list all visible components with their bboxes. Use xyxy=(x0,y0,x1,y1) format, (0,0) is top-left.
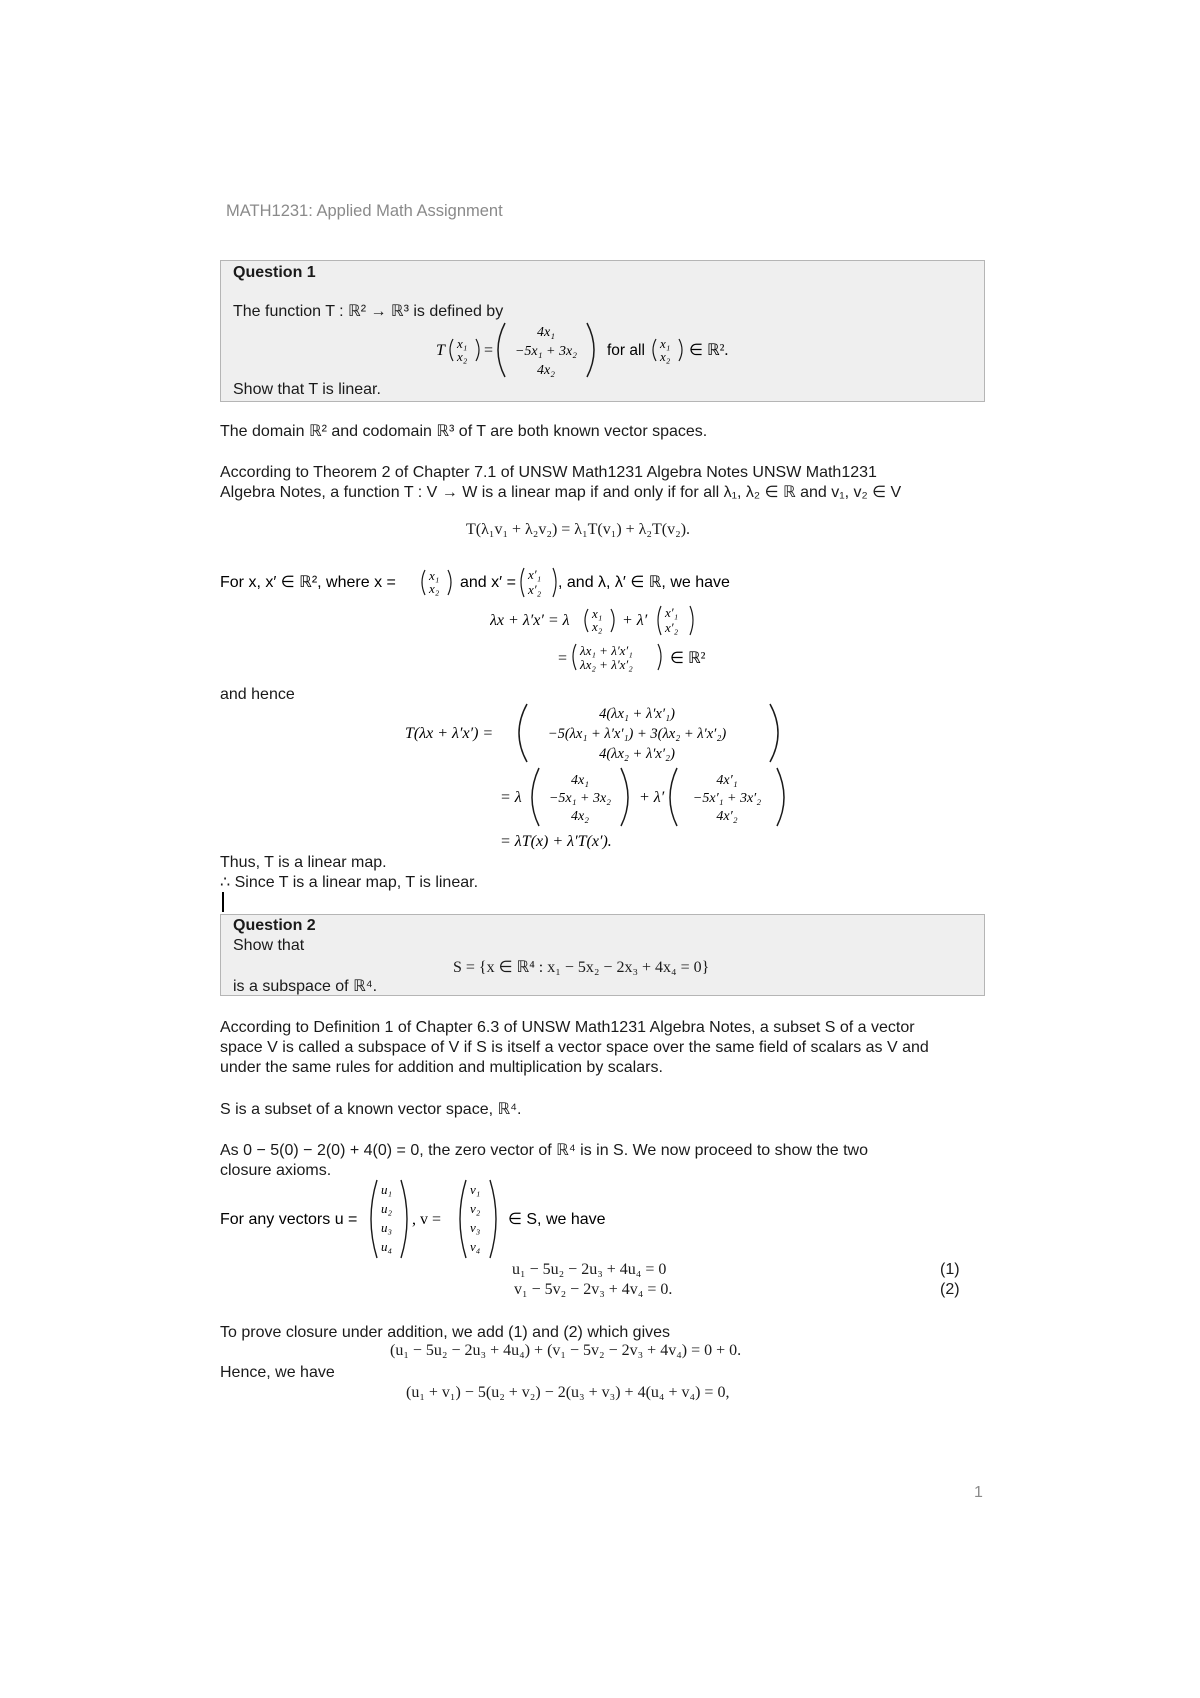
answer-2-subset: S is a subset of a known vector space, ℝ⁴. xyxy=(220,1101,522,1118)
question-2-show-that: Show that xyxy=(233,937,305,954)
for-all-text: for all xyxy=(607,342,645,359)
svg-text:= λ: = λ xyxy=(500,789,522,806)
question-2-box xyxy=(220,914,985,996)
question-1-box xyxy=(220,260,985,402)
svg-text:v₂: v₂ xyxy=(470,1201,481,1216)
def-rhs-2: −5x₁ + 3x₂ xyxy=(514,344,578,359)
answer-2-def-line3: under the same rules for addition and multiplication by scalars. xyxy=(220,1059,663,1076)
svg-text:u₂: u₂ xyxy=(381,1201,393,1216)
svg-text:λx₂ + λ′x′₂: λx₂ + λ′x′₂ xyxy=(580,657,633,672)
in-r2: ∈ ℝ². xyxy=(689,342,729,359)
svg-text:=: = xyxy=(484,342,494,359)
hence-we-have: Hence, we have xyxy=(220,1364,335,1381)
svg-text:−5(λx₁ + λ′x′₁) + 3(λx₂ + λ′x′: −5(λx₁ + λ′x′₁) + 3(λx₂ + λ′x′₂) xyxy=(547,726,727,742)
svg-text:+ λ′: + λ′ xyxy=(639,789,665,806)
transformation-computation xyxy=(405,700,805,850)
vec-x-2: x₂ xyxy=(457,349,468,364)
svg-text:x₁: x₁ xyxy=(660,336,671,351)
vectors-u-v xyxy=(218,1178,638,1262)
for-x-pre: For x, x′ ∈ ℝ², where x = xyxy=(220,574,396,591)
answer-1-theorem-line2: Algebra Notes, a function T : V → W is a linear map if and only if for all λ₁, λ₂ ∈ ℝ and v₁, v₂ ∈ V xyxy=(220,484,902,501)
svg-text:4(λx₂ + λ′x′₂): 4(λx₂ + λ′x′₂) xyxy=(599,746,675,762)
svg-text:x₂: x₂ xyxy=(429,581,440,596)
answer-2-zero-line1: As 0 − 5(0) − 2(0) + 4(0) = 0, the zero vector of ℝ⁴ is in S. We now proceed to show the two xyxy=(220,1142,869,1159)
for-x-post: , and λ, λ′ ∈ ℝ, we have xyxy=(558,574,730,591)
svg-text:x′₁: x′₁ xyxy=(665,605,679,620)
question-1-definition xyxy=(421,319,781,381)
answer-2-def-line1: According to Definition 1 of Chapter 6.3 of UNSW Math1231 Algebra Notes, a subset S of a vector xyxy=(220,1019,915,1036)
svg-text:∈ ℝ²: ∈ ℝ² xyxy=(670,650,706,667)
svg-text:−5x₁ + 3x₂: −5x₁ + 3x₂ xyxy=(548,791,612,806)
svg-text:∈ S, we have: ∈ S, we have xyxy=(508,1211,606,1228)
svg-text:x′₁: x′₁ xyxy=(528,567,542,582)
svg-text:x₁: x₁ xyxy=(592,606,603,621)
text-cursor xyxy=(222,892,224,912)
document-header: MATH1231: Applied Math Assignment xyxy=(226,202,503,220)
svg-text:For any vectors u =: For any vectors u = xyxy=(220,1211,358,1228)
svg-text:4x₂: 4x₂ xyxy=(570,809,590,824)
question-2-task: is a subspace of ℝ⁴. xyxy=(233,978,378,995)
for-x-and: and x′ = xyxy=(460,574,516,591)
svg-text:u₃: u₃ xyxy=(381,1220,393,1235)
svg-text:x₂: x₂ xyxy=(592,619,603,634)
svg-text:, v =: , v = xyxy=(412,1211,442,1228)
equation-1: u₁ − 5u₂ − 2u₃ + 4u₄ = 0 xyxy=(512,1261,667,1278)
svg-text:4x₁: 4x₁ xyxy=(570,773,590,788)
vec-x-1: x₁ xyxy=(457,336,468,351)
therefore-linear: ∴ Since T is a linear map, T is linear. xyxy=(220,874,479,891)
equation-2-tag: (2) xyxy=(940,1281,960,1298)
svg-text:x₁: x₁ xyxy=(429,568,440,583)
def-rhs-3: 4x₂ xyxy=(536,363,556,378)
def-lhs: T xyxy=(436,342,445,359)
question-2-title: Question 2 xyxy=(233,917,316,934)
svg-text:v₃: v₃ xyxy=(470,1220,481,1235)
svg-text:T(λx + λ′x′) =: T(λx + λ′x′) = xyxy=(405,725,494,742)
svg-text:4x′₁: 4x′₁ xyxy=(716,773,738,788)
question-1-task: Show that T is linear. xyxy=(233,381,381,398)
question-2-set-definition: S = {x ∈ ℝ⁴ : x₁ − 5x₂ − 2x₃ + 4x₄ = 0} xyxy=(453,959,710,976)
equation-1-tag: (1) xyxy=(940,1261,960,1278)
svg-text:4x′₂: 4x′₂ xyxy=(716,809,738,824)
svg-text:=: = xyxy=(558,650,568,667)
question-1-title: Question 1 xyxy=(233,264,316,281)
linearity-condition: T(λ₁v₁ + λ₂v₂) = λ₁T(v₁) + λ₂T(v₂). xyxy=(466,521,691,538)
question-1-intro: The function T : ℝ² → ℝ³ is defined by xyxy=(233,303,504,320)
sum-equation: (u₁ − 5u₂ − 2u₃ + 4u₄) + (v₁ − 5v₂ − 2v₃ + 4v₄) = 0 + 0. xyxy=(390,1342,742,1359)
linear-combination xyxy=(490,600,750,680)
closure-result: (u₁ + v₁) − 5(u₂ + v₂) − 2(u₃ + v₃) + 4(u₄ + v₄) = 0, xyxy=(406,1384,730,1401)
answer-1-domain: The domain ℝ² and codomain ℝ³ of T are both known vector spaces. xyxy=(220,423,708,440)
for-x-line xyxy=(218,562,778,602)
answer-2-zero-line2: closure axioms. xyxy=(220,1162,332,1179)
svg-text:v₄: v₄ xyxy=(470,1239,481,1254)
equation-2: v₁ − 5v₂ − 2v₃ + 4v₄ = 0. xyxy=(514,1281,673,1298)
svg-text:v₁: v₁ xyxy=(470,1182,481,1197)
closure-addition-text: To prove closure under addition, we add (1) and (2) which gives xyxy=(220,1324,671,1341)
answer-1-theorem-line1: According to Theorem 2 of Chapter 7.1 of UNSW Math1231 Algebra Notes UNSW Math1231 xyxy=(220,464,877,481)
svg-text:4(λx₁ + λ′x′₁): 4(λx₁ + λ′x′₁) xyxy=(599,706,675,722)
answer-2-def-line2: space V is called a subspace of V if S is itself a vector space over the same field of scalars as V and xyxy=(220,1039,929,1056)
svg-text:x′₂: x′₂ xyxy=(528,582,542,597)
def-rhs-1: 4x₁ xyxy=(536,325,556,340)
svg-text:λx₁ + λ′x′₁: λx₁ + λ′x′₁ xyxy=(580,643,633,658)
svg-text:x′₂: x′₂ xyxy=(665,620,679,635)
svg-text:x₂: x₂ xyxy=(660,349,671,364)
svg-text:u₁: u₁ xyxy=(381,1182,393,1197)
svg-text:u₄: u₄ xyxy=(381,1239,393,1254)
svg-text:−5x′₁ + 3x′₂: −5x′₁ + 3x′₂ xyxy=(692,791,762,806)
page-number: 1 xyxy=(974,1484,983,1501)
svg-text:λx + λ′x′ = λ: λx + λ′x′ = λ xyxy=(490,612,570,629)
thus-linear: Thus, T is a linear map. xyxy=(220,854,387,871)
svg-text:+ λ′: + λ′ xyxy=(622,612,648,629)
and-hence: and hence xyxy=(220,686,295,703)
svg-text:= λT(x) + λ′T(x′).: = λT(x) + λ′T(x′). xyxy=(500,833,612,850)
